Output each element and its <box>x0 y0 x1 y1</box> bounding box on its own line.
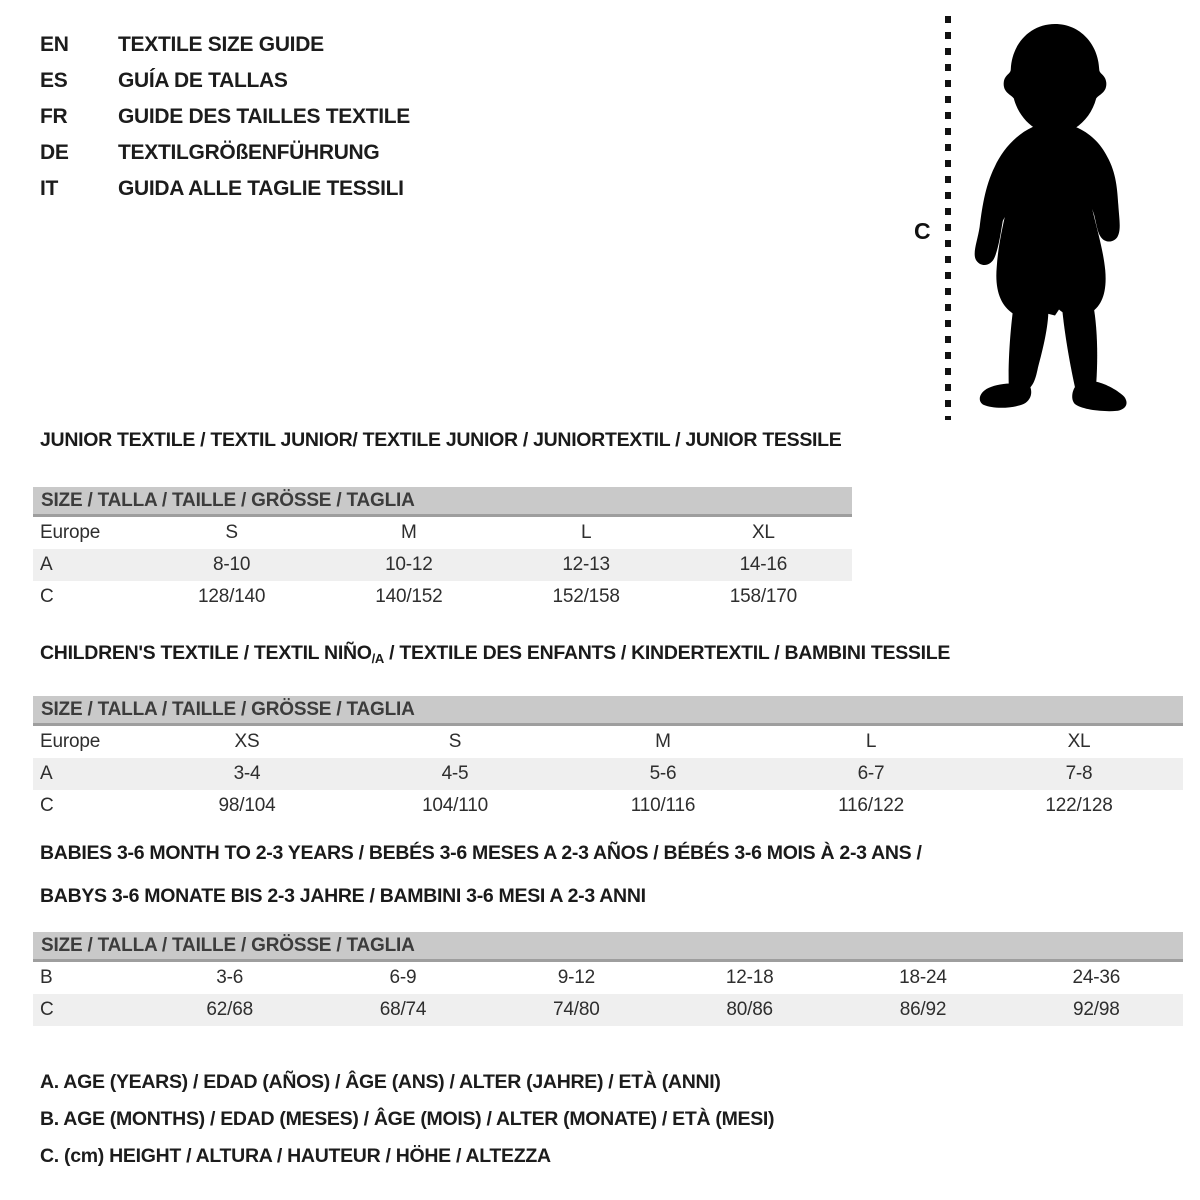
size-cell: 74/80 <box>553 999 600 1020</box>
size-header-bar: SIZE / TALLA / TAILLE / GRÖSSE / TAGLIA <box>33 487 852 517</box>
size-cell: S <box>225 522 238 543</box>
size-cell: 24-36 <box>1072 967 1121 988</box>
language-code: IT <box>40 177 59 200</box>
table-row <box>33 726 1183 758</box>
table-row <box>33 758 1183 790</box>
size-cell: 140/152 <box>375 586 443 607</box>
language-title: TEXTILGRÖßENFÜHRUNG <box>118 141 380 164</box>
sizes-table <box>33 932 1183 1026</box>
size-cell: 6-7 <box>857 763 885 784</box>
size-cell: 158/170 <box>729 586 798 607</box>
row-label: B <box>40 967 53 988</box>
table-row <box>33 790 1183 822</box>
section-title-text: / TEXTILE DES ENFANTS / KINDERTEXTIL / BAMBINI TESSILE <box>384 642 951 664</box>
size-cell: L <box>865 731 877 752</box>
size-cell: 14-16 <box>739 554 788 575</box>
language-title: GUÍA DE TALLAS <box>118 69 288 92</box>
row-label: A <box>40 763 53 784</box>
language-title: GUIDA ALLE TAGLIE TESSILI <box>118 177 404 200</box>
language-row <box>40 63 410 99</box>
language-title: TEXTILE SIZE GUIDE <box>118 33 324 56</box>
height-line-label: C <box>914 218 931 244</box>
size-section <box>33 841 1193 1026</box>
section-title <box>33 841 1193 871</box>
legend-line: A. AGE (YEARS) / EDAD (AÑOS) / ÂGE (ANS) / ALTER (JAHRE) / ETÀ (ANNI) <box>40 1071 721 1093</box>
size-cell: 122/128 <box>1045 795 1113 816</box>
legend-line: C. (cm) HEIGHT / ALTURA / HAUTEUR / HÖHE / ALTEZZA <box>40 1145 551 1167</box>
table-rows <box>33 962 1183 1026</box>
section-title-text: JUNIOR TEXTILE / TEXTIL JUNIOR/ TEXTILE JUNIOR / JUNIORTEXTIL / JUNIOR TESSILE <box>40 429 842 451</box>
row-label: C <box>40 999 54 1020</box>
size-cell: M <box>401 522 417 543</box>
size-cell: 5-6 <box>649 763 677 784</box>
size-cell: XL <box>1067 731 1091 752</box>
height-figure <box>912 12 1172 428</box>
language-code: ES <box>40 69 68 92</box>
size-cell: 98/104 <box>218 795 276 816</box>
row-label: C <box>40 586 54 607</box>
section-title-text: BABIES 3-6 MONTH TO 2-3 YEARS / BEBÉS 3-6 MESES A 2-3 AÑOS / BÉBÉS 3-6 MOIS À 2-3 ANS / <box>40 842 922 864</box>
size-cell: 10-12 <box>385 554 433 575</box>
language-code: FR <box>40 105 68 128</box>
size-section <box>33 428 1193 613</box>
section-title-subscript: /A <box>371 651 385 666</box>
section-title <box>33 641 1193 671</box>
size-cell: 9-12 <box>557 967 595 988</box>
section-title <box>33 428 1193 458</box>
size-cell: 128/140 <box>197 586 266 607</box>
size-cell: 12-18 <box>725 967 774 988</box>
language-row <box>40 135 410 171</box>
table-rows <box>33 517 852 613</box>
table-row <box>33 581 852 613</box>
section-title-text: CHILDREN'S TEXTILE / TEXTIL NIÑO <box>40 642 372 664</box>
size-cell: XL <box>751 522 775 543</box>
row-label: Europe <box>40 522 101 543</box>
size-cell: 4-5 <box>441 763 469 784</box>
size-cell: 62/68 <box>206 999 253 1020</box>
size-cell: 92/98 <box>1073 999 1120 1020</box>
toddler-silhouette-icon <box>964 14 1146 424</box>
language-row <box>40 171 410 207</box>
size-cell: 7-8 <box>1065 763 1093 784</box>
row-label: A <box>40 554 53 575</box>
height-dashed-line <box>944 16 952 420</box>
sizes-table <box>33 487 852 613</box>
size-cell: 80/86 <box>726 999 773 1020</box>
row-label: C <box>40 795 54 816</box>
size-cell: 3-4 <box>233 763 261 784</box>
size-cell: 104/110 <box>422 795 488 816</box>
size-cell: L <box>580 522 592 543</box>
language-row <box>40 99 410 135</box>
table-row <box>33 517 852 549</box>
size-cell: 110/116 <box>630 795 696 816</box>
section-title-line2: BABYS 3-6 MONATE BIS 2-3 JAHRE / BAMBINI 3-6 MESI A 2-3 ANNI <box>40 885 646 907</box>
table-rows <box>33 726 1183 822</box>
language-code: EN <box>40 33 69 56</box>
row-label: Europe <box>40 731 101 752</box>
language-title: GUIDE DES TAILLES TEXTILE <box>118 105 410 128</box>
table-row <box>33 549 852 581</box>
size-cell: 8-10 <box>213 554 251 575</box>
size-cell: 116/122 <box>838 795 904 816</box>
language-list <box>40 27 410 207</box>
size-cell: 68/74 <box>379 999 427 1020</box>
table-row <box>33 962 1183 994</box>
size-cell: 6-9 <box>389 967 417 988</box>
size-cell: XS <box>234 731 260 752</box>
size-cell: M <box>655 731 671 752</box>
legend <box>40 1064 774 1175</box>
table-row <box>33 994 1183 1026</box>
size-cell: 12-13 <box>562 554 610 575</box>
language-row <box>40 27 410 63</box>
size-cell: S <box>448 731 462 752</box>
size-cell: 3-6 <box>216 967 244 988</box>
language-code: DE <box>40 141 69 164</box>
sizes-table <box>33 696 1183 822</box>
size-cell: 152/158 <box>552 586 620 607</box>
size-cell: 18-24 <box>899 967 947 988</box>
size-section <box>33 641 1193 822</box>
legend-line: B. AGE (MONTHS) / EDAD (MESES) / ÂGE (MOIS) / ALTER (MONATE) / ETÀ (MESI) <box>40 1108 775 1130</box>
size-header-bar: SIZE / TALLA / TAILLE / GRÖSSE / TAGLIA <box>33 932 1183 962</box>
size-header-bar: SIZE / TALLA / TAILLE / GRÖSSE / TAGLIA <box>33 696 1183 726</box>
size-cell: 86/92 <box>899 999 947 1020</box>
